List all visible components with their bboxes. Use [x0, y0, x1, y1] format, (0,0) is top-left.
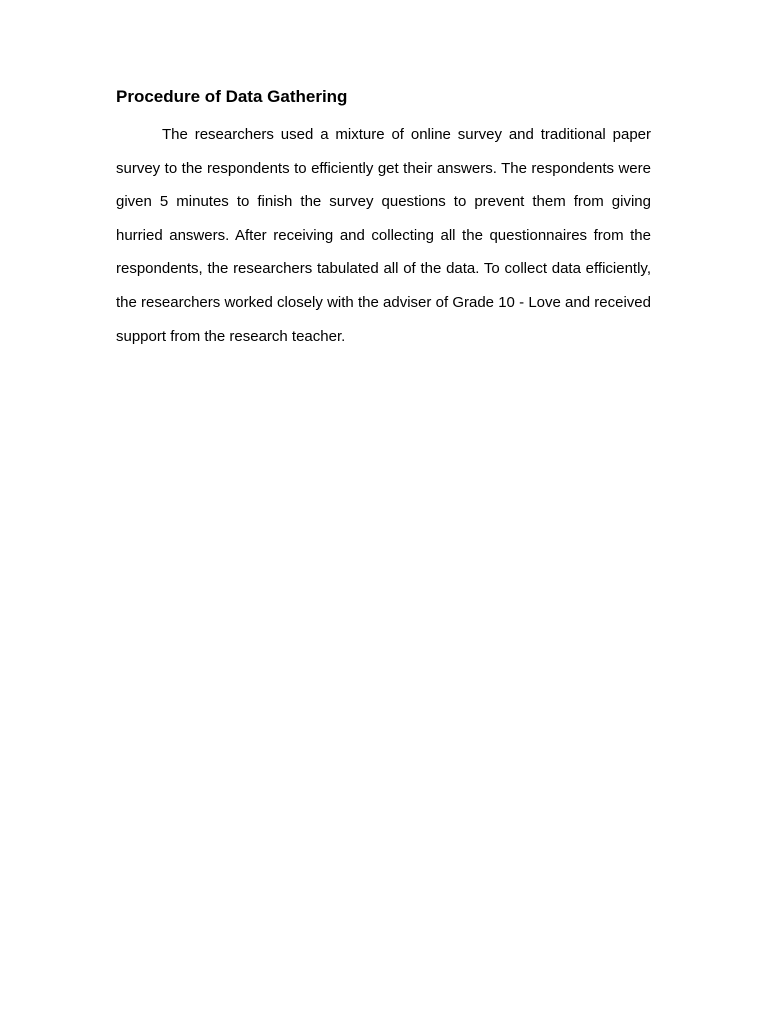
body-paragraph: The researchers used a mixture of online survey and traditional paper survey to the respondents to efficiently get their answers. The respondents were given 5 minutes to finish the survey questions to prevent them from giving hurried answers. After receiving and collecting all the questionnaires from the respondents, the researchers tabulated all of the data. To collect data efficiently, the researchers worked closely with the adviser of Grade 10 - Love and received support from the research teacher. [116, 126, 651, 345]
section-heading: Procedure of Data Gathering [116, 87, 348, 106]
document-body [116, 86, 651, 353]
